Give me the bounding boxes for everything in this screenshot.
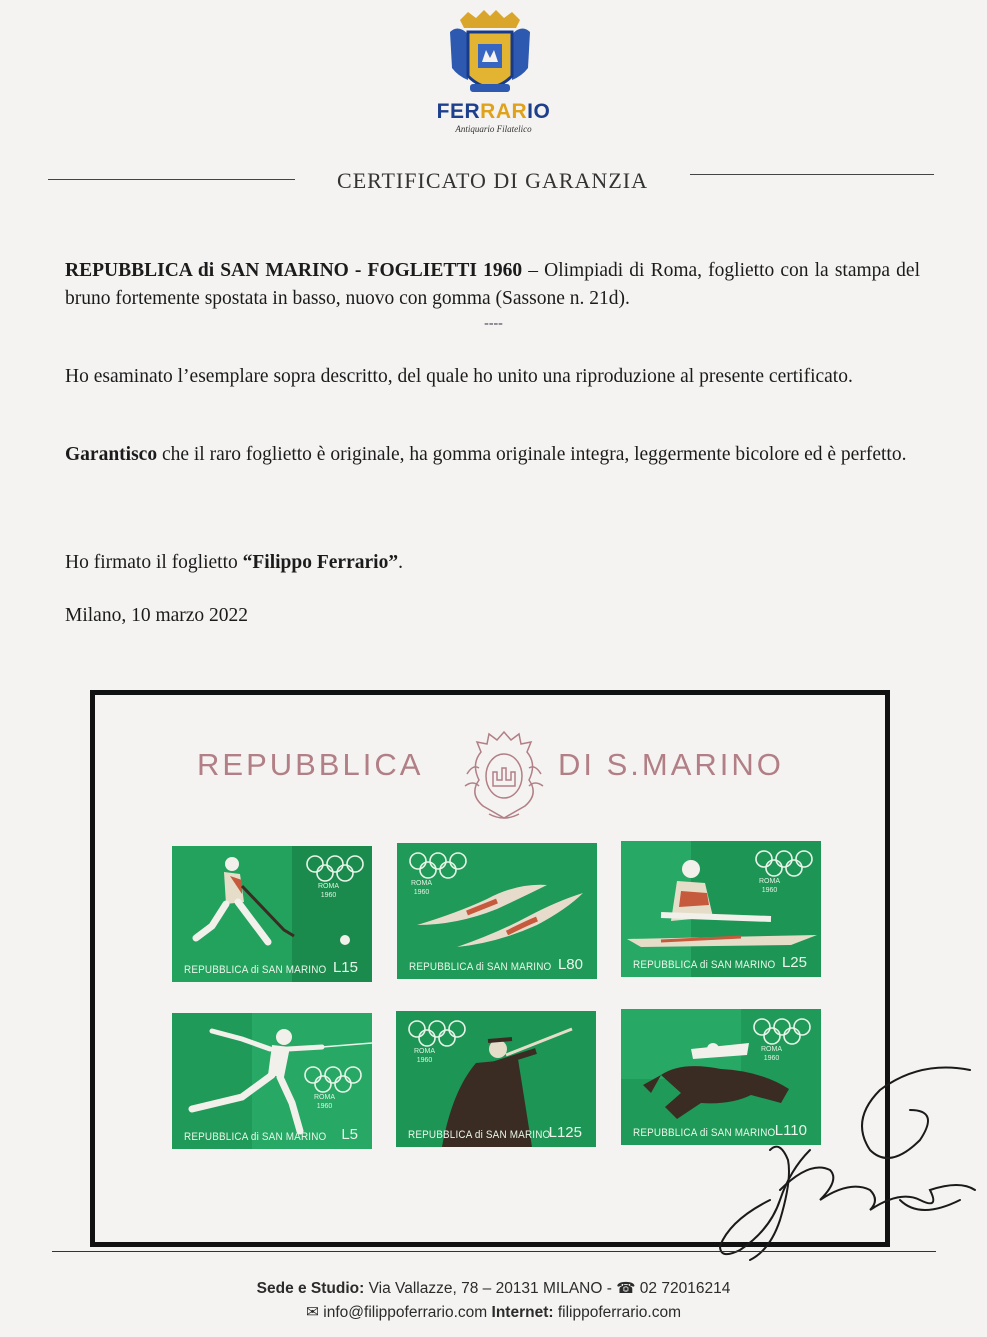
roma-1960-label: ROMA 1960 — [759, 878, 780, 894]
footer-rule — [52, 1251, 936, 1252]
place-date: Milano, 10 marzo 2022 — [65, 605, 249, 626]
olympic-rings-icon — [751, 1017, 813, 1045]
brand-tagline: Antiquario Filatelico — [455, 124, 532, 134]
title-rule-right — [690, 174, 934, 175]
handwritten-signature — [680, 1050, 980, 1270]
olympic-rings-icon — [302, 1065, 364, 1093]
olympic-rings-icon — [406, 1019, 468, 1047]
stamp-value: L110 — [774, 1122, 807, 1139]
stamp-value: L125 — [548, 1124, 582, 1141]
stamp-legend: REPUBBLICA di SAN MARINO — [408, 1129, 551, 1141]
footer-contacts: ✉ info@filippoferrario.com Internet: filippoferrario.com — [305, 1304, 682, 1321]
title-rule-left — [48, 179, 295, 180]
phone-icon: ☎ — [616, 1280, 636, 1297]
roma-1960-label: ROMA 1960 — [414, 1048, 435, 1064]
signature-statement: Ho firmato il foglietto “Filippo Ferrario”. — [65, 552, 403, 573]
roma-1960-label: ROMA 1960 — [411, 880, 432, 896]
olympic-rings-icon — [753, 849, 815, 877]
stamp-legend: REPUBBLICA di SAN MARINO — [633, 1127, 776, 1139]
olympic-rings-icon — [407, 851, 469, 879]
stamp-hockey — [172, 846, 372, 982]
roma-1960-label: ROMA 1960 — [318, 883, 339, 899]
stamp-value: L5 — [341, 1126, 358, 1143]
item-description: REPUBBLICA di SAN MARINO - FOGLIETTI 1960 – Olimpiadi di Roma, foglietto con la stampa del bruno fortemente spostata in basso, nuovo con gomma (Sassone n. 21d). — [65, 260, 920, 309]
mail-icon: ✉ — [305, 1304, 319, 1321]
sheet-header-left: REPUBBLICA — [197, 747, 424, 782]
roma-1960-label: ROMA 1960 — [761, 1046, 782, 1062]
examination-statement: Ho esaminato l’esemplare sopra descritto, del quale ho unito una riproduzione al presente certificato. — [65, 366, 853, 387]
stamp-value: L25 — [781, 954, 807, 971]
stamp-fencing — [172, 1013, 372, 1149]
stamp-legend: REPUBBLICA di SAN MARINO — [184, 1131, 327, 1143]
footer-address: Sede e Studio: Via Vallazze, 78 – 20131 MILANO - ☎ 02 72016214 — [256, 1280, 731, 1297]
separator: ---- — [484, 316, 503, 331]
stamp-value: L15 — [332, 959, 358, 976]
stamp-value: L80 — [557, 956, 583, 973]
olympic-rings-icon — [304, 854, 366, 882]
stamp-legend: REPUBBLICA di SAN MARINO — [633, 959, 776, 971]
sheet-header-right: DI S.MARINO — [558, 747, 784, 782]
stamp-legend: REPUBBLICA di SAN MARINO — [184, 964, 327, 976]
san-marino-coat-of-arms-icon — [459, 724, 549, 824]
stamp-shooting — [396, 1011, 596, 1147]
guarantee-statement: Garantisco che il raro foglietto è originale, ha gomma originale integra, leggermente bicolore ed è perfetto. — [65, 444, 907, 465]
stamp-legend: REPUBBLICA di SAN MARINO — [409, 961, 552, 973]
stamp-swimming — [397, 843, 597, 979]
stamp-rowing — [621, 841, 821, 977]
brand-name: FERRARIO — [436, 100, 551, 123]
certificate-title: CERTIFICATO DI GARANZIA — [337, 168, 648, 193]
ferrario-crest-logo — [448, 10, 532, 102]
roma-1960-label: ROMA 1960 — [314, 1094, 335, 1110]
